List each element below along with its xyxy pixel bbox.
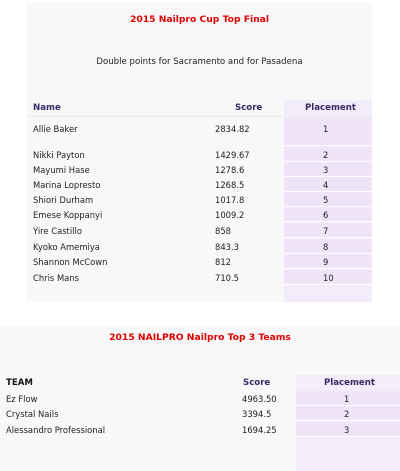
table-row bbox=[27, 257, 372, 271]
table-row bbox=[0, 409, 400, 423]
player-placement: 4 bbox=[323, 180, 329, 190]
team-score: 4963.50 bbox=[242, 394, 277, 404]
player-score: 2834.82 bbox=[215, 124, 250, 134]
table-row bbox=[27, 226, 372, 240]
team-score: 3394.5 bbox=[242, 409, 272, 419]
player-score: 1429.67 bbox=[215, 150, 250, 160]
player-name: Chris Mans bbox=[33, 273, 79, 283]
table-row bbox=[27, 124, 372, 138]
player-name: Kyoko Amemiya bbox=[33, 242, 100, 252]
table-row bbox=[27, 273, 372, 287]
player-placement: 9 bbox=[323, 257, 329, 267]
name-header: Name bbox=[33, 103, 61, 113]
player-placement: 3 bbox=[323, 165, 329, 175]
team-name: Alessandro Professional bbox=[6, 425, 106, 435]
player-name: Shannon McCown bbox=[33, 257, 108, 267]
score-header: Score bbox=[243, 378, 271, 388]
player-score: 1009.2 bbox=[215, 210, 245, 220]
player-score: 710.5 bbox=[215, 273, 239, 283]
team-header: TEAM bbox=[6, 378, 33, 388]
table-row bbox=[0, 425, 400, 439]
team-placement: 2 bbox=[344, 409, 350, 419]
player-score: 843.3 bbox=[215, 242, 239, 252]
team-placement: 1 bbox=[344, 394, 350, 404]
player-name: Yire Castillo bbox=[33, 226, 82, 236]
player-name: Nikki Payton bbox=[33, 150, 85, 160]
placement-header: Placement bbox=[305, 103, 356, 113]
top-teams-panel bbox=[0, 327, 400, 471]
player-placement: 10 bbox=[323, 273, 334, 283]
header-divider bbox=[27, 116, 372, 117]
top-final-panel bbox=[27, 2, 372, 302]
player-score: 812 bbox=[215, 257, 231, 267]
top-teams-title: 2015 NAILPRO Nailpro Top 3 Teams bbox=[109, 332, 291, 343]
player-name: Marina Lopresto bbox=[33, 180, 101, 190]
top-final-title: 2015 Nailpro Cup Top Final bbox=[129, 14, 270, 25]
top-final-subtitle: Double points for Sacramento and for Pasadena bbox=[96, 57, 303, 67]
placement-header: Placement bbox=[324, 378, 375, 388]
player-name: Mayumi Hase bbox=[33, 165, 90, 175]
player-placement: 6 bbox=[323, 210, 329, 220]
team-name: Ez Flow bbox=[6, 394, 38, 404]
team-placement: 3 bbox=[344, 425, 350, 435]
team-name: Crystal Nails bbox=[6, 409, 59, 419]
player-score: 1278.6 bbox=[215, 165, 245, 175]
player-placement: 5 bbox=[323, 195, 329, 205]
player-score: 1268.5 bbox=[215, 180, 245, 190]
player-name: Shiori Durham bbox=[33, 195, 94, 205]
player-score: 1017.8 bbox=[215, 195, 245, 205]
team-score: 1694.25 bbox=[242, 425, 277, 435]
player-placement: 8 bbox=[323, 242, 329, 252]
player-placement: 7 bbox=[323, 226, 329, 236]
table-row bbox=[27, 210, 372, 224]
player-score: 858 bbox=[215, 226, 231, 236]
player-name: Emese Koppanyi bbox=[33, 210, 103, 220]
player-placement: 2 bbox=[323, 150, 329, 160]
player-name: Allie Baker bbox=[33, 124, 78, 134]
player-placement: 1 bbox=[323, 124, 329, 134]
score-header: Score bbox=[235, 103, 263, 113]
